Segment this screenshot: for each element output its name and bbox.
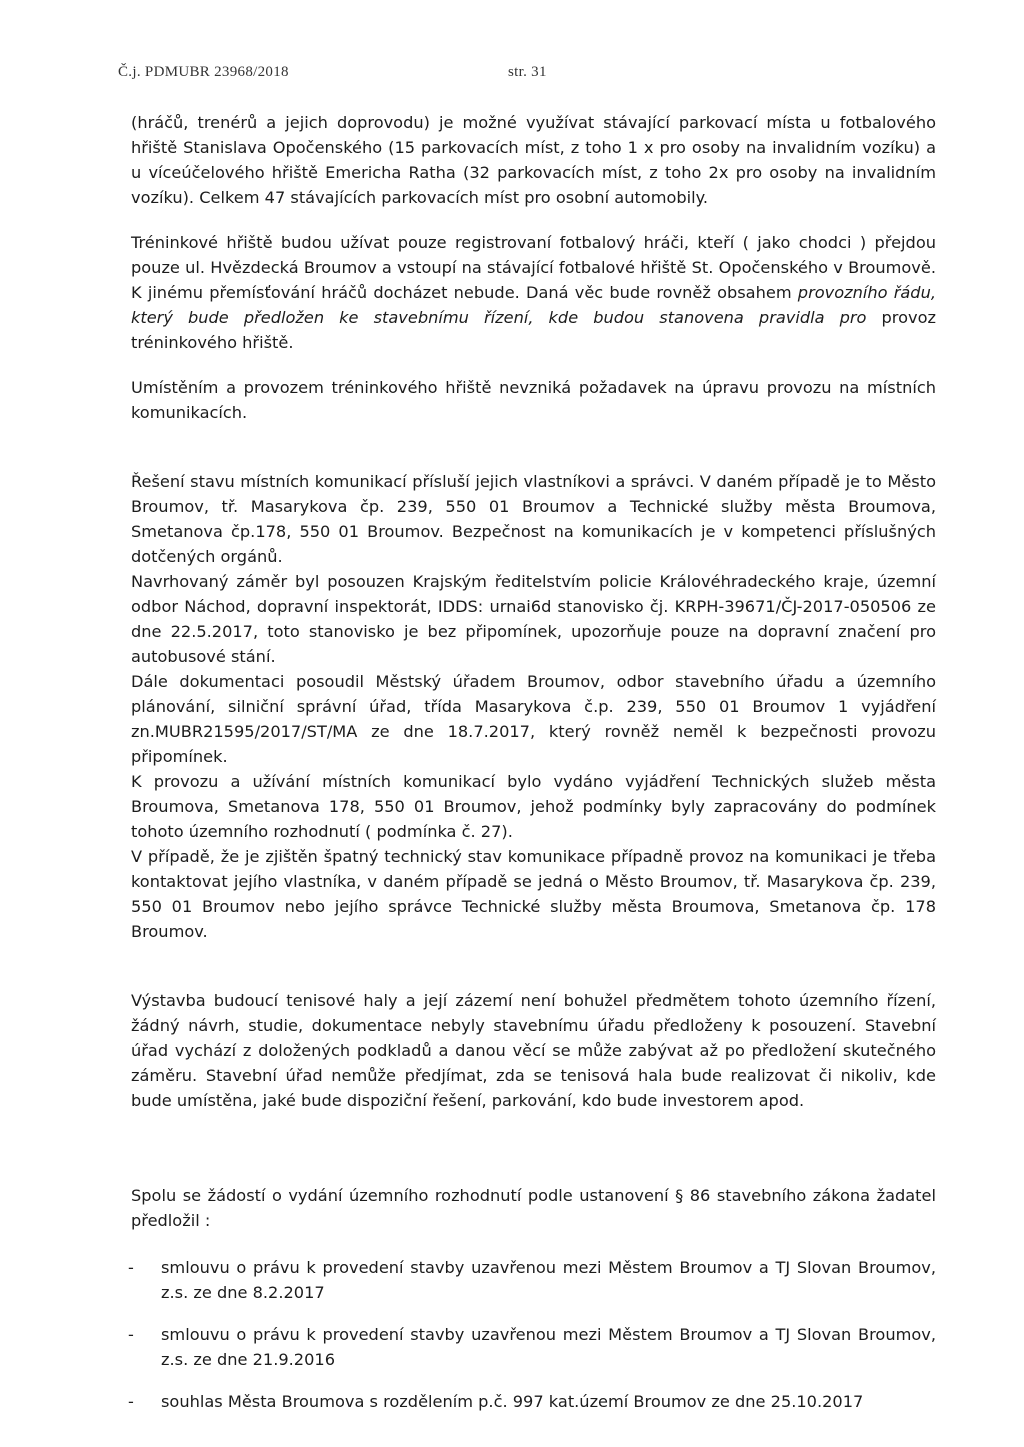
paragraph-tennis-hall: Výstavba budoucí tenisové haly a její zázemí není bohužel předmětem tohoto územního řízení, žádný návrh, studie, dokumentace nebyly stavebnímu úřadu předloženy k posouzení. Stavební úřad vychází z doložených podkladů a danou věcí se může zabývat až po předložení skutečného záměru. Stavební úřad nemůže předjímat, zda se tenisová hala bude realizovat či nikoliv, kde bude umístěna, jaké bude dispoziční řešení, parkování, kdo bude investorem apod. — [131, 991, 936, 1110]
list-dash: - — [128, 1258, 134, 1277]
list-item — [128, 1389, 936, 1414]
page-number: str. 31 — [508, 64, 547, 80]
list-item-text: smlouvu o právu k provedení stavby uzavřenou mezi Městem Broumov a TJ Slovan Broumov, z.s. ze dne 21.9.2016 — [161, 1325, 936, 1369]
paragraph-road-condition: V případě, že je zjištěn špatný technický stav komunikace případně provoz na komunikaci je třeba kontaktovat jejího vlastníka, v daném případě se jedná o Město Broumov, tř. Masarykova čp. 239, 550 01 Broumov nebo jejího správce Technické služby města Broumova, Smetanova čp. 178 Broumov. — [131, 847, 936, 941]
paragraph-training-field-text: Tréninkové hřiště budou užívat pouze registrovaní fotbalový hráči, kteří ( jako chodci ) přejdou pouze ul. Hvězdecká Broumov a vstoupí na stávající fotbalové hřiště St. Opočenského v Broumově. K jinému přemísťování hráčů docházet nebude. Daná věc bude rovněž obsahem — [131, 233, 936, 302]
paragraph-training-field — [131, 230, 936, 355]
document-body — [128, 110, 936, 1431]
paragraph-applicant-documents: Spolu se žádostí o vydání územního rozhodnutí podle ustanovení § 86 stavebního zákona žadatel předložil : — [131, 1186, 936, 1230]
list-dash: - — [128, 1325, 134, 1344]
paragraph-traffic-requirement: Umístěním a provozem tréninkového hřiště nevzniká požadavek na úpravu provozu na místních komunikacích. — [131, 378, 936, 422]
list-item — [128, 1255, 936, 1305]
paragraph-police-opinion: Navrhovaný záměr byl posouzen Krajským ředitelstvím policie Královéhradeckého kraje, územní odbor Náchod, dopravní inspektorát, IDDS: urnai6d stanovisko čj. KRPH-39671/ČJ-2017-050506 ze dne 22.5.2017, toto stanovisko je bez připomínek, upozorňuje pouze na dopravní značení pro autobusové stání. — [131, 572, 936, 666]
list-item-text: souhlas Města Broumova s rozdělením p.č. 997 kat.území Broumov ze dne 25.10.2017 — [161, 1392, 864, 1411]
paragraph-technical-services: K provozu a užívání místních komunikací bylo vydáno vyjádření Technických služeb města Broumova, Smetanova 178, 550 01 Broumov, jehož podmínky byly zapracovány do podmínek tohoto územního rozhodnutí ( podmínka č. 27). — [131, 772, 936, 841]
list-item — [128, 1322, 936, 1372]
paragraph-training-field-italic: provozního řádu, který bude předložen ke stavebnímu řízení, kde budou stanovena pravidla pro — [131, 283, 936, 327]
paragraph-training-field-end: provoz tréninkového hřiště. — [131, 308, 936, 352]
paragraph-road-owners: Řešení stavu místních komunikací přísluší jejich vlastníkovi a správci. V daném případě je to Město Broumov, tř. Masarykova čp. 239, 550 01 Broumov a Technické služby města Broumova, Smetanova čp.178, 550 01 Broumov. Bezpečnost na komunikacích je v kompetenci příslušných dotčených orgánů. — [131, 472, 936, 566]
paragraph-parking: (hráčů, trenérů a jejich doprovodu) je možné využívat stávající parkovací místa u fotbalového hřiště Stanislava Opočenského (15 parkovacích míst, z toho 1 x pro osoby na invalidním vozíku) a u víceúčelového hřiště Emericha Ratha (32 parkovacích míst, z toho 2x pro osoby na invalidním vozíku). Celkem 47 stávajících parkovacích míst pro osobní automobily. — [131, 113, 936, 207]
submitted-documents-list — [128, 1255, 936, 1414]
paragraph-municipal-opinion: Dále dokumentaci posoudil Městský úřadem Broumov, odbor stavebního úřadu a územního plánování, silniční správní úřad, třída Masarykova č.p. 239, 550 01 Broumov 1 vyjádření zn.MUBR21595/2017/ST/MA ze dne 18.7.2017, který rovněž neměl k bezpečnosti provozu připomínek. — [131, 672, 936, 766]
list-dash: - — [128, 1392, 134, 1411]
list-item-text: smlouvu o právu k provedení stavby uzavřenou mezi Městem Broumov a TJ Slovan Broumov, z.s. ze dne 8.2.2017 — [161, 1258, 936, 1302]
document-reference: Č.j. PDMUBR 23968/2018 — [118, 64, 289, 80]
